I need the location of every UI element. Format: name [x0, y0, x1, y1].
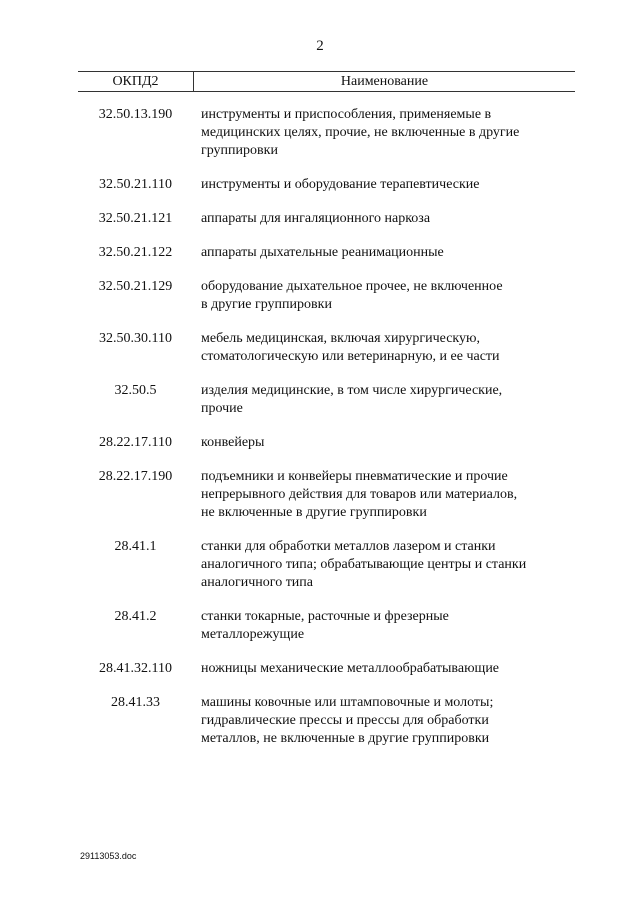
row-code: 32.50.21.110: [99, 177, 172, 192]
row-name-line: машины ковочные или штамповочные и молоты;: [201, 695, 494, 710]
table-row: [78, 434, 575, 452]
table-row: [78, 538, 575, 592]
row-name-line: инструменты и приспособления, применяемые в: [201, 107, 492, 122]
row-name-line: оборудование дыхательное прочее, не включенное: [201, 279, 503, 294]
row-name-line: аналогичного типа; обрабатывающие центры и станки: [201, 557, 527, 572]
row-code: 28.22.17.190: [98, 469, 173, 484]
table-rows: [78, 106, 575, 764]
row-code: 28.41.33: [111, 695, 160, 710]
row-name: [193, 660, 575, 678]
table-row: [78, 660, 575, 678]
row-name-line: подъемники и конвейеры пневматические и прочие: [201, 469, 508, 484]
table-header: [78, 71, 575, 92]
row-code: 32.50.21.129: [98, 279, 173, 294]
row-code: 28.41.2: [114, 609, 157, 624]
table-row: [78, 210, 575, 228]
row-name: [193, 330, 575, 366]
row-name-line: стоматологическую или ветеринарную, и ее части: [201, 349, 500, 364]
row-code: 28.41.1: [114, 539, 157, 554]
table-row: [78, 330, 575, 366]
page-number: 2: [316, 38, 324, 54]
row-name: [193, 538, 575, 592]
row-name-line: ножницы механические металлообрабатывающие: [201, 661, 500, 676]
row-name: [193, 210, 575, 228]
row-name-line: металлорежущие: [201, 627, 305, 642]
row-code: 32.50.30.110: [99, 331, 172, 346]
table-row: [78, 608, 575, 644]
row-name-line: аппараты дыхательные реанимационные: [201, 245, 444, 260]
table-row: [78, 106, 575, 160]
row-name-line: группировки: [201, 143, 278, 158]
row-name-line: станки для обработки металлов лазером и станки: [201, 539, 496, 554]
row-code: 32.50.13.190: [98, 107, 173, 122]
row-code: 32.50.21.121: [98, 211, 173, 226]
row-name: [193, 106, 575, 160]
table-row: [78, 278, 575, 314]
row-name: [193, 434, 575, 452]
row-name: [193, 278, 575, 314]
row-name: [193, 468, 575, 522]
row-name-line: аналогичного типа: [201, 575, 314, 590]
row-name: [193, 244, 575, 262]
row-name-line: металлов, не включенные в другие группировки: [201, 731, 490, 746]
row-name-line: инструменты и оборудование терапевтические: [201, 177, 480, 192]
row-code: 28.41.32.110: [99, 661, 172, 676]
row-name: [193, 382, 575, 418]
row-name-line: не включенные в другие группировки: [201, 505, 427, 520]
row-name-line: гидравлические прессы и прессы для обработки: [201, 713, 489, 728]
row-code: 32.50.5: [114, 383, 157, 398]
row-code: 32.50.21.122: [98, 245, 173, 260]
header-code: ОКПД2: [78, 72, 194, 91]
row-name: [193, 608, 575, 644]
row-name-line: мебель медицинская, включая хирургическую,: [201, 331, 480, 346]
table-row: [78, 468, 575, 522]
row-name-line: медицинских целях, прочие, не включенные в другие: [201, 125, 520, 140]
footer-filename: 29113053.doc: [80, 851, 137, 861]
row-name-line: в другие группировки: [201, 297, 332, 312]
row-name: [193, 694, 575, 748]
row-name: [193, 176, 575, 194]
table-row: [78, 176, 575, 194]
row-name-line: непрерывного действия для товаров или материалов,: [201, 487, 518, 502]
row-name-line: аппараты для ингаляционного наркоза: [201, 211, 431, 226]
table-row: [78, 694, 575, 748]
table-row: [78, 244, 575, 262]
row-name-line: станки токарные, расточные и фрезерные: [201, 609, 449, 624]
table-row: [78, 382, 575, 418]
row-code: 28.22.17.110: [99, 435, 172, 450]
row-name-line: изделия медицинские, в том числе хирургические,: [201, 383, 503, 398]
header-name: Наименование: [340, 74, 429, 89]
row-name-line: прочие: [201, 401, 243, 416]
row-name-line: конвейеры: [201, 435, 265, 450]
